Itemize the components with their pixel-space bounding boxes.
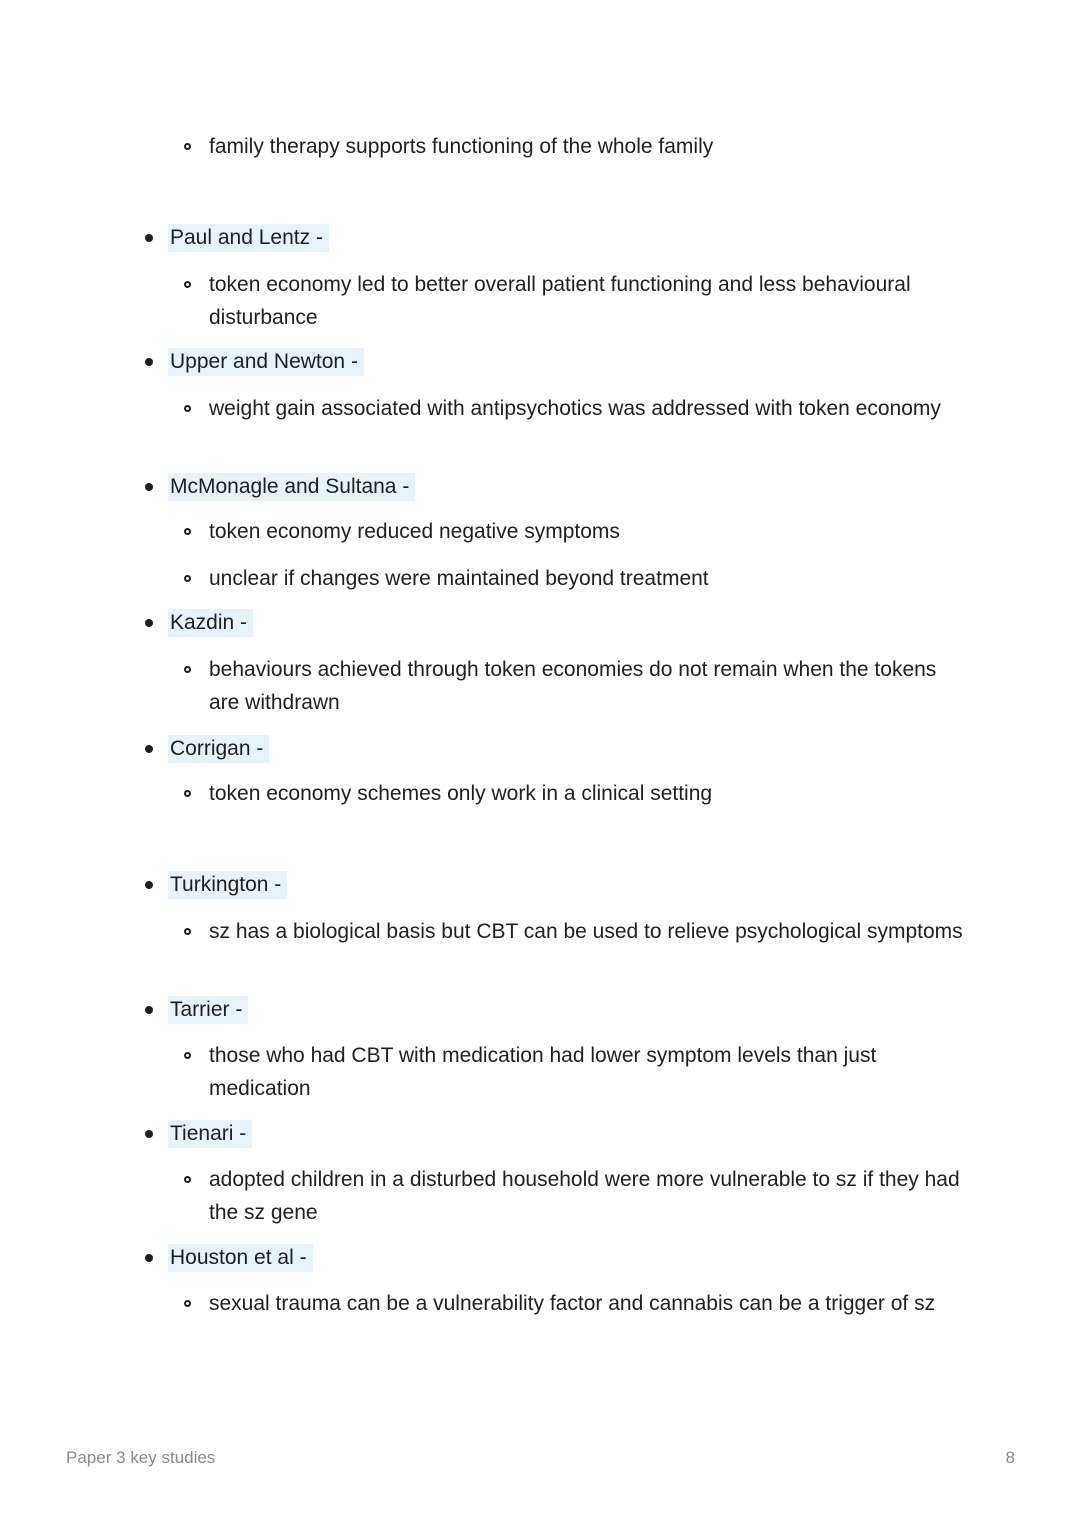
- study-finding: family therapy supports functioning of the whole family: [209, 135, 714, 158]
- page-number: 8: [1005, 1448, 1015, 1467]
- study-finding: token economy schemes only work in a clinical setting: [209, 782, 713, 805]
- sub-bullet-icon: [184, 405, 191, 412]
- study-heading: McMonagle and Sultana -: [168, 473, 415, 501]
- bullet-icon: [145, 483, 153, 491]
- sub-bullet-icon: [184, 790, 191, 797]
- bullet-icon: [145, 1254, 153, 1262]
- study-finding: sz has a biological basis but CBT can be used to relieve psychological symptoms: [209, 920, 963, 943]
- sub-bullet-icon: [184, 1300, 191, 1307]
- bullet-icon: [145, 358, 153, 366]
- sub-bullet-icon: [184, 143, 191, 150]
- study-finding: adopted children in a disturbed household were more vulnerable to sz if they had the sz gene: [209, 1168, 960, 1224]
- sub-bullet-icon: [184, 575, 191, 582]
- study-finding: unclear if changes were maintained beyond treatment: [209, 567, 709, 590]
- study-heading: Kazdin -: [168, 609, 253, 637]
- bullet-icon: [145, 234, 153, 242]
- bullet-icon: [145, 745, 153, 753]
- study-heading: Corrigan -: [168, 735, 269, 763]
- study-finding: sexual trauma can be a vulnerability factor and cannabis can be a trigger of sz: [209, 1292, 936, 1315]
- study-finding: behaviours achieved through token economies do not remain when the tokens are withdrawn: [209, 658, 937, 714]
- sub-bullet-icon: [184, 1052, 191, 1059]
- sub-bullet-icon: [184, 666, 191, 673]
- study-finding: token economy led to better overall patient functioning and less behavioural disturbance: [209, 273, 911, 329]
- sub-bullet-icon: [184, 1176, 191, 1183]
- study-heading: Tienari -: [168, 1120, 252, 1148]
- study-finding: token economy reduced negative symptoms: [209, 520, 620, 543]
- bullet-icon: [145, 881, 153, 889]
- study-finding: those who had CBT with medication had lower symptom levels than just medication: [209, 1044, 877, 1100]
- footer-title: Paper 3 key studies: [66, 1448, 216, 1467]
- bullet-icon: [145, 1006, 153, 1014]
- study-heading: Upper and Newton -: [168, 348, 364, 376]
- study-heading: Houston et al -: [168, 1244, 313, 1272]
- sub-bullet-icon: [184, 928, 191, 935]
- bullet-icon: [145, 1130, 153, 1138]
- study-heading: Tarrier -: [168, 996, 248, 1024]
- study-finding: weight gain associated with antipsychotics was addressed with token economy: [209, 397, 941, 420]
- sub-bullet-icon: [184, 281, 191, 288]
- bullet-icon: [145, 619, 153, 627]
- study-heading: Turkington -: [168, 871, 287, 899]
- study-heading: Paul and Lentz -: [168, 224, 329, 252]
- sub-bullet-icon: [184, 528, 191, 535]
